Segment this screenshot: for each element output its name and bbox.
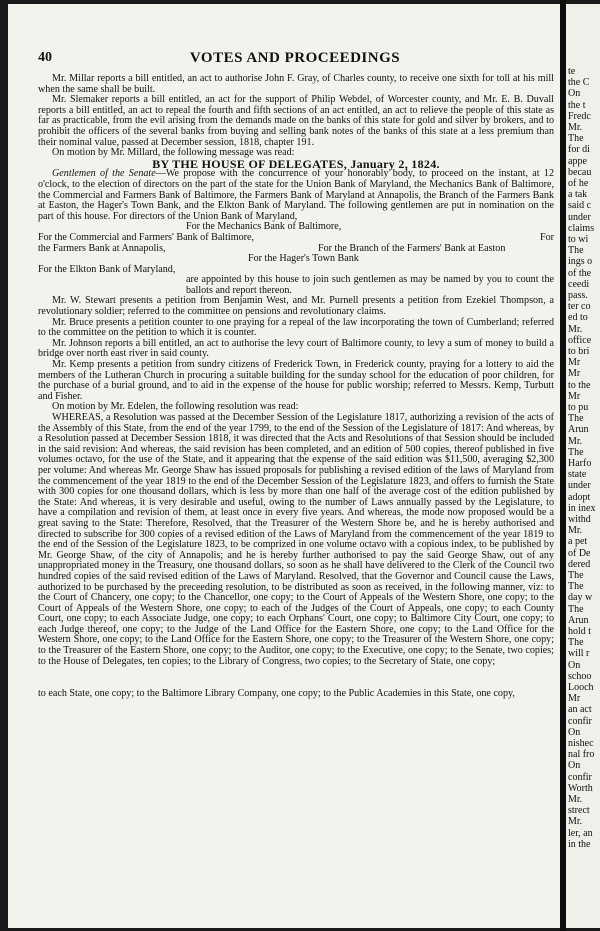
paragraph: On motion by Mr. Edelen, the following resolution was read: [52, 401, 299, 413]
facing-page-line: to wi [568, 234, 589, 245]
facing-page-line: claims [568, 222, 595, 234]
nomination-left: the Farmers Bank at Annapolis, [38, 242, 166, 254]
paragraph: Mr. W. Stewart presents a petition from Benjamin West, and Mr. Purnell presents a petition from Ezekiel Thompson, a revolutionary soldier; referred to the committee on pensions and revolutionary claims. [38, 295, 554, 318]
final-paragraph: to each State, one copy; to the Baltimore Library Company, one copy; to the Public Academies in this State, one copy, [38, 688, 515, 700]
message-body: —We propose with the concurrence of your honorably body, to proceed on the instant, at 12 o'clock, to the election of directors on the part of the state for the Union Bank of Maryland, the Mechanics Bank of Baltimore, the Commercial and Farmers Bank of Baltimore, the Farmers Bank of Maryland at Annapolis, the Branch of the Farmers Bank at Easton, the Hager's Town Bank, and the Elkton Bank of Maryland. The following gentlemen are put in nomination on the part of this house. For directors of the Union Bank of Maryland, [38, 168, 554, 222]
facing-page-line: nal fro [568, 749, 595, 761]
facing-page-line: dered [568, 558, 591, 570]
facing-page-line: a tak [568, 189, 588, 201]
facing-page-line: a pet [568, 536, 588, 548]
page-body [38, 74, 554, 700]
facing-page-line: hold t [568, 626, 592, 637]
facing-page-line: of the [568, 267, 592, 279]
paragraph: Mr. Slemaker reports a bill entitled, an act for the support of Philip Webdel, of Worcester county, and Mr. E. B. Duvall reports a bill entitled, an act to repeal the fourth and fifth sections of an act entitled, an act to relieve the people of this state as far as practicable, from the evil arising from the demands made on the banks of this state for gold and silver by brokers, and to prohibit the officers of the several banks from buying and selling bank notes of the banks of this state at a less premium than their nominal value, passed at December session, 1818, chapter 191. [38, 94, 554, 148]
facing-page-line: ceedi [568, 278, 590, 290]
facing-page-line: under [568, 211, 591, 223]
facing-page-line: The [568, 446, 584, 458]
facing-page-line: Fredc [568, 110, 591, 122]
facing-page-line: to the [568, 379, 591, 391]
facing-page-line: The [568, 245, 584, 257]
facing-page-line: the t [568, 99, 586, 111]
facing-page-line: in the [568, 838, 591, 850]
facing-page-line: for di [568, 144, 590, 156]
facing-page-line: office [568, 334, 592, 346]
facing-page-line: Worth [568, 782, 593, 794]
resolution-text: WHEREAS, a Resolution was passed at the December Session of the Legislature 1817, authorizing a revision of the acts of the Assembly of this State, from the end of the year 1799, to the end of the Session of the Legislature of 1817: And whereas, by a Resolution passed at December Session 1818, it was directed that the Acts and Resolutions of that Session should be included in the said revision: And whereas, the said revision has been completed, and an edition of 500 copies, thereof published in five volumes octavo, for the use of the State, and it appearing that the expense of the said edition was $11,500, averaging $2,300 per volume: And whereas Mr. George Shaw has issued proposals for publishing a revised edition of the laws of Maryland from the commencement of the year 1819 to the end of the December Session of the Legislature 1823, and offers to furnish the State with 300 copies for one thousand dollars, which is less by more than one half of the average cost of the edition published by the State: And whereas, it is very desirable and useful, owing to the number of Laws annually passed by the Legislature, to have a compilation and revision of them, at least once in every five years. And whereas, the mode now proposed would be a great saving to the State: Therefore, Resolved, that the Treasurer of the Western Shore be, and he is hereby authorised and directed to subscribe for 300 copies of a revised edition of the Laws of Maryland from the commencement of the year 1819 to the end of the Session of the Legislature 1823, to be comprized in one volume octavo with a copious index, to be published by Mr. George Shaw, of the city of Annapolis; and he is hereby further authorised to pay the said George Shaw, out of any unappropriated money in the Treasury, one thousand dollars, so soon as he shall have delivered to the Clerk of the Council two hundred copies of the said revised edition of the Laws of Maryland. Resolved, that the Governor and Council cause the Laws, authorized to be purchased by the preceeding resolution, to be distributed as soon as received, in the following manner, viz: to the Court of Chancery, one copy; to the Chancellor, one copy; to the Court of Appeals of the Western Shore, one copy; to the Court of Appeals of the Western Shore, one copy; to each of the Judges of the Court of Appeals, one copy; to each County Court, one copy; to each Associate Judge, one copy; to each Orphans' Court, one copy; to Baltimore City Court, one copy; to each Judge thereof, one copy; to the Judge of the Land Office for the Eastern Shore, one copy; to the Land Office for the Western Shore, one copy; to the Land Office for the Eastern Shore, one copy; to the Treasurer of the Western Shore, one copy; to the Treasurer of the Eastern Shore, one copy; to the Auditor, one copy; to the Executive, one copy; to the Senate, two copies; to the House of Delegates, ten copies; to the Library of Congress, two copies; to the Secretary of State, one copy; [38, 412, 554, 667]
facing-page-line: state [568, 469, 587, 481]
running-title: VOTES AND PROCEEDINGS [189, 50, 401, 66]
facing-page-line: in inex [568, 502, 596, 514]
facing-page-line: adopt [568, 491, 591, 503]
nomination-left: For the Elkton Bank of Maryland, [38, 263, 176, 275]
book-page [8, 4, 560, 928]
facing-page-line: nishec [568, 738, 594, 749]
facing-page-line: will r [568, 648, 590, 660]
nomination-left: For the Commercial and Farmers' Bank of Baltimore, [38, 231, 254, 243]
paragraph: Mr. Bruce presents a petition counter to one praying for a repeal of the law incorporating the town of Cumberland; referred to the committee on the petition to which it is counter. [38, 316, 554, 339]
facing-page-line: Mr. [568, 525, 583, 537]
facing-page-line: withd [568, 514, 591, 525]
facing-page-strip [566, 4, 600, 928]
facing-page-line: On [568, 726, 581, 738]
facing-page-line: day w [568, 592, 593, 604]
facing-page-line: ler, an [568, 827, 593, 839]
facing-page-line: Mr [568, 357, 581, 369]
facing-page-line: confir [568, 715, 592, 727]
facing-page-line: to bri [568, 346, 590, 357]
facing-page-line: The [568, 570, 584, 581]
facing-page-line: an act [568, 704, 592, 716]
nomination-middle: For the Hager's Town Bank [248, 253, 359, 265]
facing-page-line: becau [568, 166, 592, 178]
nomination-middle: For the Mechanics Bank of Baltimore, [186, 221, 342, 233]
facing-page-line: The [568, 637, 584, 649]
facing-page-line: appe [568, 155, 587, 167]
facing-page-line: confir [568, 771, 592, 783]
facing-page-line: schoo [568, 670, 592, 682]
page-header [38, 50, 552, 68]
facing-page-line: Mr. [568, 122, 583, 133]
message-text [38, 169, 554, 222]
paragraph: Mr. Kemp presents a petition from sundry citizens of Frederick Town, in Frederick county, praying for a lottery to aid the members of the Lutheran Church in procuring a suitable building for the sunday school for the education of poor children, for the purchase of a burial ground, and to aid in the expense of the house for public worship; referred to Messrs. Kemp, Turbutt and Fisher. [38, 359, 554, 402]
facing-page-line: Mr. [568, 816, 583, 828]
facing-page-line: under [568, 480, 591, 492]
facing-page-line: Mr. [568, 794, 583, 805]
facing-page-line: ings o [568, 256, 593, 268]
facing-page-line: Mr [568, 693, 581, 705]
message-closing: are appointed by this house to join such gentlemen as may be named by you to count the ballots and report thereon. [186, 274, 554, 296]
facing-page-line: Mr [568, 368, 581, 380]
facing-page-line: On [568, 88, 581, 100]
facing-page-line: Mr [568, 390, 581, 402]
facing-page-line: to pu [568, 402, 589, 413]
facing-page-line: On [568, 659, 581, 671]
nomination-list [38, 222, 554, 275]
page-number: 40 [38, 50, 52, 65]
message-title: BY THE HOUSE OF DELEGATES, January 2, 1824. [152, 156, 440, 171]
facing-page-line: of De [568, 547, 591, 559]
facing-page-line: strect [568, 805, 590, 817]
facing-page-line: The [568, 581, 584, 593]
facing-page-line: Mr. [568, 323, 583, 335]
facing-page-line: te [568, 66, 576, 77]
facing-page-line: ed to [568, 312, 588, 324]
facing-page-line: The [568, 133, 584, 145]
nomination-middle: For [539, 231, 554, 243]
facing-page-line: Arun [568, 614, 589, 626]
message-salutation: Gentlemen of the Senate [52, 168, 156, 180]
facing-page-line: said c [568, 200, 592, 212]
paragraph: Mr. Millar reports a bill entitled, an act to authorise John F. Gray, of Charles county, to receive one sixth for toll at his mill when the same shall be built. [38, 73, 554, 95]
facing-page-line: Looch [568, 682, 594, 693]
facing-page-line: The [568, 603, 584, 615]
facing-page-line: of he [568, 178, 589, 189]
paragraph: Mr. Johnson reports a bill entitled, an act to authorise the levy court of Baltimore county, to levy a sum of money to build a bridge over north east river in said county. [38, 337, 554, 360]
facing-page-line: pass. [568, 290, 588, 301]
facing-page-line: Mr. [568, 435, 583, 447]
nomination-middle: For the Branch of the Farmers' Bank at Easton [318, 242, 506, 254]
facing-page-line: Arun [568, 424, 589, 436]
facing-page-line: On [568, 760, 581, 772]
facing-page-line: The [568, 413, 584, 425]
paragraph: On motion by Mr. Millard, the following message was read: [52, 147, 295, 159]
facing-page-line: ter co [568, 301, 591, 313]
facing-page-line: Harfo [568, 458, 592, 469]
facing-page-line: the C [568, 77, 590, 89]
